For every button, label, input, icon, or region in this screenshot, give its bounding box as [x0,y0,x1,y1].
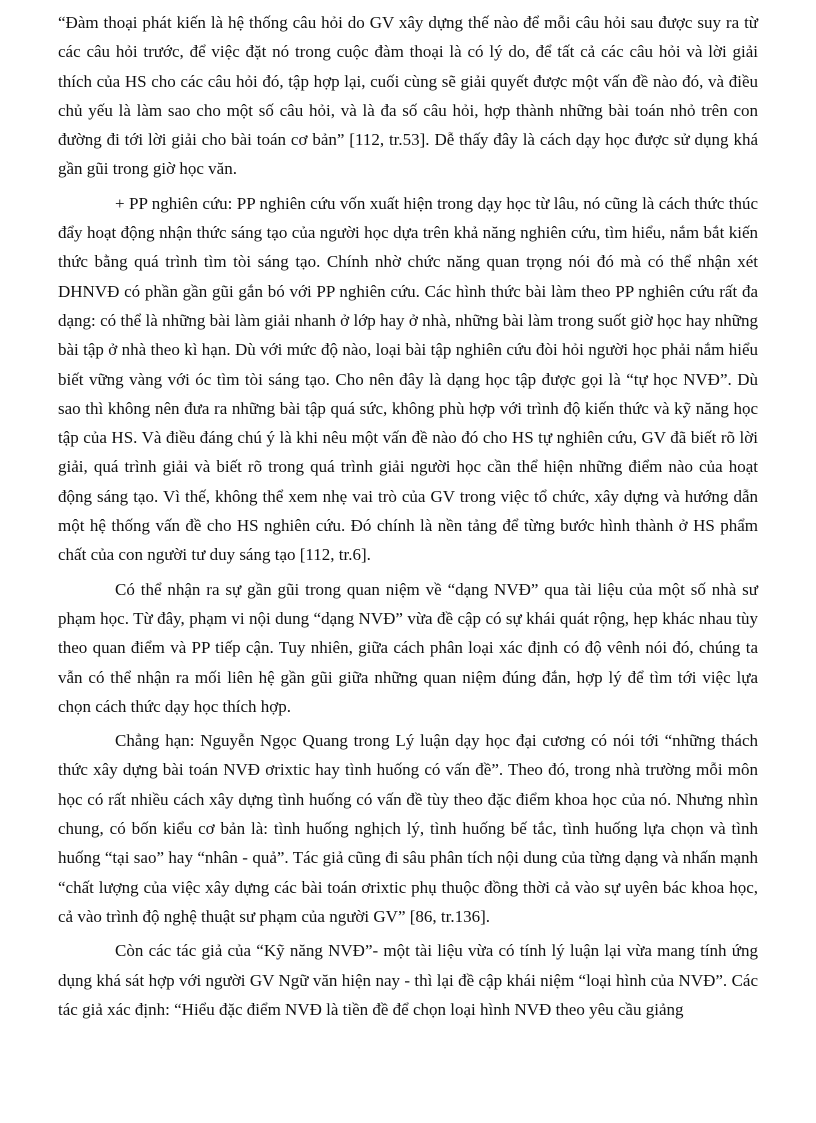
paragraph-research-method: + PP nghiên cứu: PP nghiên cứu vốn xuất hiện trong dạy học từ lâu, nó cũng là cách thức thúc đẩy hoạt động nhận thức sáng tạo của người học dựa trên khả năng nghiên cứu, tìm hiểu, nắm bắt kiến thức bằng quá trình tìm tòi sáng tạo. Chính nhờ chức năng quan trọng nói đó mà có thể nhận xét DHNVĐ có phần gần gũi gắn bó với PP nghiên cứu. Các hình thức bài làm theo PP nghiên cứu rất đa dạng: có thể là những bài làm giải nhanh ở lớp hay ở nhà, những bài làm trong suốt giờ học hay những bài tập ở nhà theo kì hạn. Dù với mức độ nào, loại bài tập nghiên cứu đòi hỏi người học phải nắm hiểu biết vững vàng với óc tìm tòi sáng tạo. Cho nên đây là dạng học tập được gọi là “tự học NVĐ”. Dù sao thì không nên đưa ra những bài tập quá sức, không phù hợp với trình độ kiến thức và kỹ năng học tập của HS. Và điều đáng chú ý là khi nêu một vấn đề nào đó cho HS tự nghiên cứu, GV đã biết rõ lời giải, quá trình giải và biết rõ trong quá trình giải người học cần thể hiện những điểm nào của hoạt động sáng tạo. Vì thế, không thể xem nhẹ vai trò của GV trong việc tổ chức, xây dựng và hướng dẫn một hệ thống vấn đề cho HS nghiên cứu. Đó chính là nền tảng để từng bước hình thành ở HS phẩm chất của con người tư duy sáng tạo [112, tr.6]. [58,193,758,565]
paragraph-problem-types: Có thể nhận ra sự gần gũi trong quan niệm về “dạng NVĐ” qua tài liệu của một số nhà sư phạm học. Từ đây, phạm vi nội dung “dạng NVĐ” vừa đề cập có sự khái quát rộng, hẹp khác nhau tùy theo quan điểm và PP tiếp cận. Tuy nhiên, giữa cách phân loại xác định có độ vênh nói đó, chúng ta vẫn có thể nhận ra mối liên hệ gần gũi giữa những quan niệm đúng đắn, hợp lý để tìm tới việc lựa chọn cách thức dạy học thích hợp. [58,579,758,716]
paragraph-nguyen-ngoc-quang: Chẳng hạn: Nguyễn Ngọc Quang trong Lý luận dạy học đại cương có nói tới “những thách thức xây dựng bài toán NVĐ ơrixtic hay tình huống có vấn đề”. Theo đó, trong nhà trường mỗi môn học có rất nhiều cách xây dựng tình huống có vấn đề tùy theo đặc điểm khoa học của nó. Nhưng nhìn chung, có bốn kiểu cơ bản là: tình huống nghịch lý, tình huống bế tắc, tình huống lựa chọn và tình huống “tại sao” hay “nhân - quả”. Tác giả cũng đi sâu phân tích nội dung của từng dạng và nhấn mạnh “chất lượng của việc xây dựng các bài toán ơrixtic phụ thuộc đồng thời cả vào sự uyên bác khoa học, cả vào trình độ nghệ thuật sư phạm của người GV” [86, tr.136]. [58,731,758,926]
paragraph-problem-skills: Còn các tác giả của “Kỹ năng NVĐ”- một tài liệu vừa có tính lý luận lại vừa mang tính ứng dụng khá sát hợp với người GV Ngữ văn hiện nay - thì lại đề cập khái niệm “loại hình của NVĐ”. Các tác giả xác định: “Hiểu đặc điểm NVĐ là tiền đề để chọn loại hình NVĐ theo yêu cầu giảng [58,941,758,1019]
document-page [58,8,758,1029]
paragraph-heuristic-dialogue: “Đàm thoại phát kiến là hệ thống câu hỏi do GV xây dựng thế nào để mỗi câu hỏi sau được suy ra từ các câu hỏi trước, để việc đặt nó trong cuộc đàm thoại là có lý do, để tất cả các câu hỏi và lời giải thích của HS cho các câu hỏi đó, tập hợp lại, cuối cùng sẽ giải quyết được một vấn đề nào đó, và điều chủ yếu là làm sao cho một số câu hỏi, và là đa số câu hỏi, hợp thành những bài toán nhỏ trên con đường đi tới lời giải cho bài toán cơ bản” [112, tr.53]. Dễ thấy đây là cách dạy học được sử dụng khá gần gũi trong giờ học văn. [58,13,758,179]
